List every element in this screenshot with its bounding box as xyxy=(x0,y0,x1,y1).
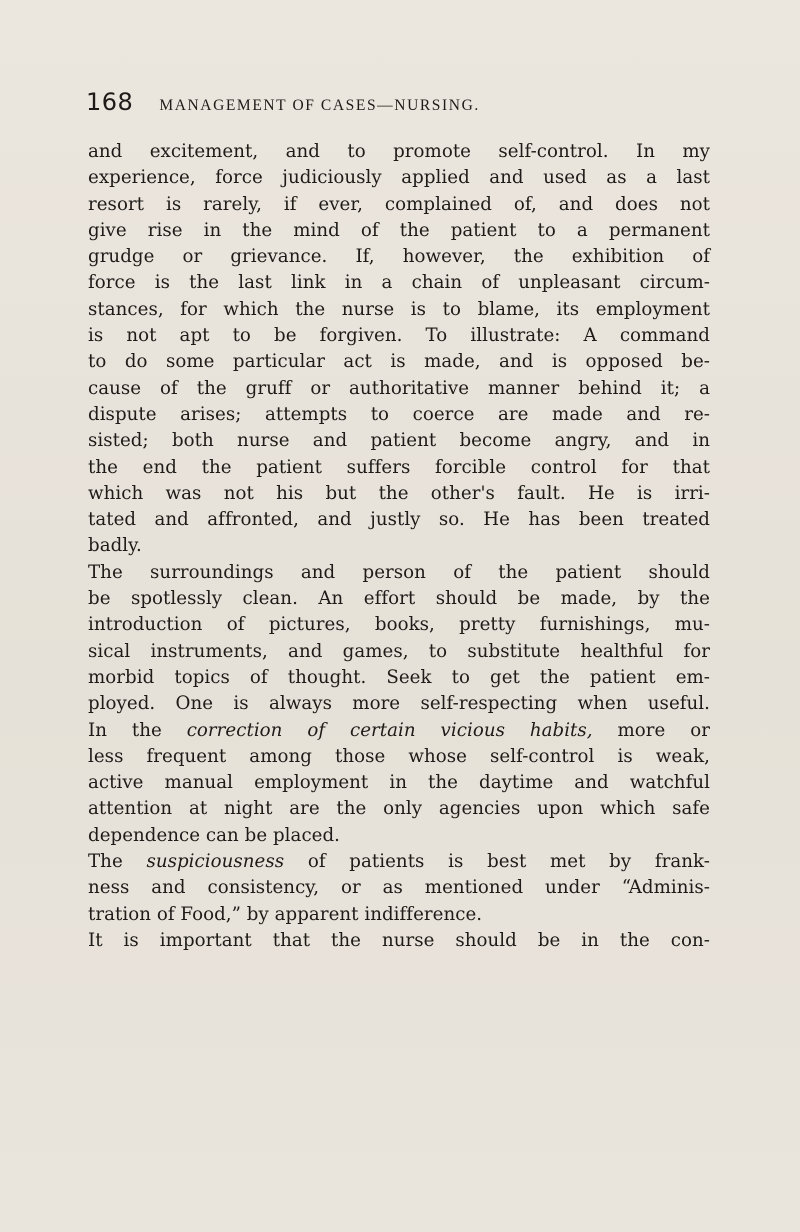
paragraph-start-line xyxy=(88,718,710,744)
text-line: attention at night are the only agencies upon which safe xyxy=(88,798,710,820)
text-line: sical instruments, and games, to substitute healthful for xyxy=(88,640,710,662)
text-line: ployed. One is always more self-respecting when useful. xyxy=(88,693,710,715)
text-segment: more or xyxy=(592,719,710,741)
paragraph-start-line xyxy=(88,849,710,875)
text-line: be spotlessly clean. An effort should be made, by the xyxy=(88,588,710,610)
paragraph-start-line: It is important that the nurse should be in the con- xyxy=(88,929,710,951)
text-line: sisted; both nurse and patient become angry, and in xyxy=(88,430,710,452)
text-line: badly. xyxy=(88,535,142,557)
text-line: force is the last link in a chain of unpleasant circum- xyxy=(88,272,710,294)
page-number: 168 xyxy=(86,88,134,116)
text-line: and excitement, and to promote self-control. In my xyxy=(88,141,710,162)
text-line: cause of the gruff or authoritative manner behind it; a xyxy=(88,377,710,399)
italic-phrase: suspiciousness xyxy=(146,851,285,873)
text-line: grudge or grievance. If, however, the exhibition of xyxy=(88,246,710,268)
italic-phrase: correction of certain vicious habits, xyxy=(186,719,593,741)
text-segment: In the xyxy=(88,719,187,741)
text-line: resort is rarely, if ever, complained of, and does not xyxy=(88,193,710,215)
text-line: to do some particular act is made, and is opposed be- xyxy=(88,351,710,373)
text-line: tated and affronted, and justly so. He has been treated xyxy=(88,509,710,531)
text-line: ness and consistency, or as mentioned under “Adminis- xyxy=(88,877,710,899)
text-line: is not apt to be forgiven. To illustrate: A command xyxy=(88,325,710,347)
text-line: less frequent among those whose self-control is weak, xyxy=(88,745,710,767)
text-line: experience, force judiciously applied and used as a last xyxy=(88,167,710,189)
text-segment: The xyxy=(88,851,147,873)
text-line: introduction of pictures, books, pretty furnishings, mu- xyxy=(88,614,710,636)
text-segment: of patients is best met by frank- xyxy=(284,851,710,873)
page-header xyxy=(86,88,720,120)
paragraph-start-line: The surroundings and person of the patient should xyxy=(88,561,710,583)
text-line: active manual employment in the daytime and watchful xyxy=(88,772,710,794)
running-title: MANAGEMENT OF CASES—NURSING. xyxy=(159,97,480,114)
text-line: dependence can be placed. xyxy=(88,824,341,846)
text-line: give rise in the mind of the patient to a permanent xyxy=(88,219,710,241)
text-line: morbid topics of thought. Seek to get the patient em- xyxy=(88,666,710,688)
text-line: tration of Food,” by apparent indifference. xyxy=(88,903,483,925)
text-line: the end the patient suffers forcible control for that xyxy=(88,456,710,478)
text-line: stances, for which the nurse is to blame, its employment xyxy=(88,298,710,320)
text-line: which was not his but the other's fault. He is irri- xyxy=(88,482,710,504)
body-text xyxy=(88,139,710,954)
text-line: dispute arises; attempts to coerce are made and re- xyxy=(88,403,710,425)
